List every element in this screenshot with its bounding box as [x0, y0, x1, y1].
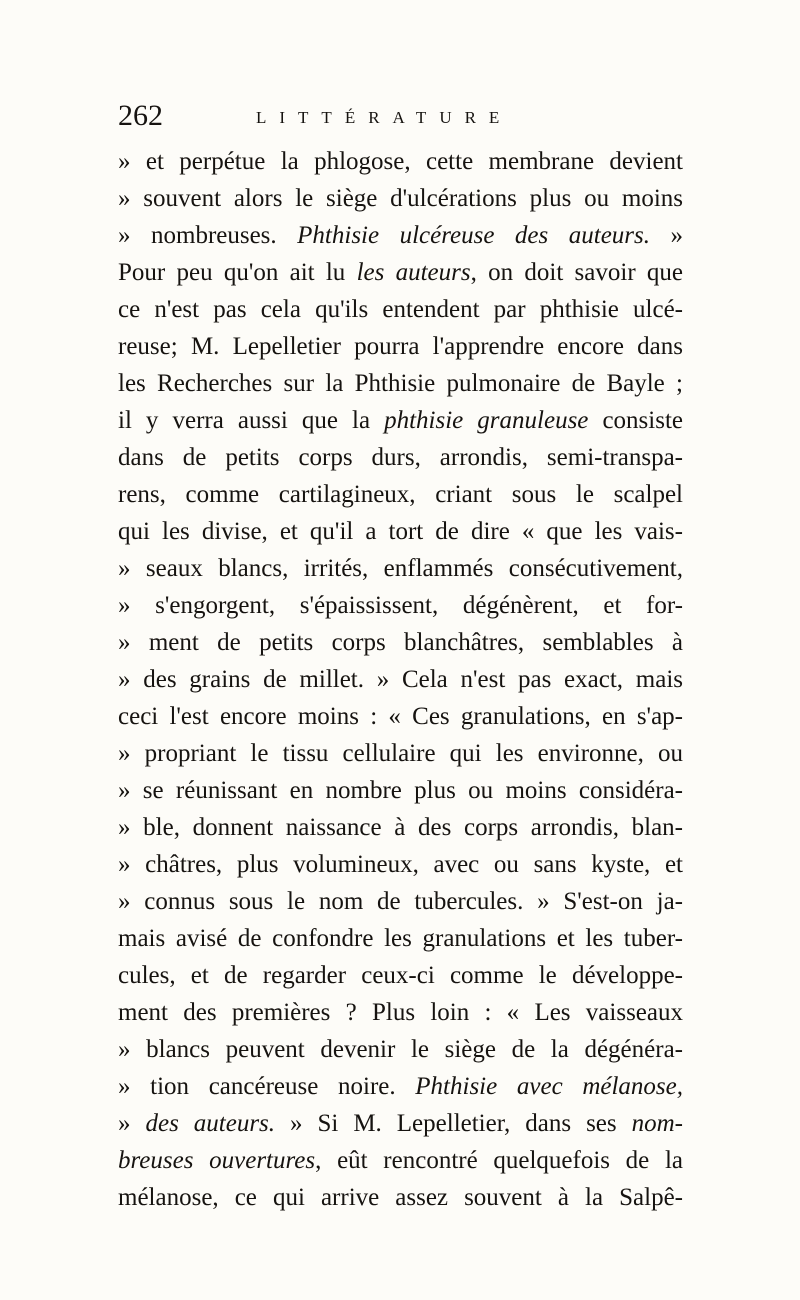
text-segment: ceci l'est encore moins : « Ces granulations, en s'ap- — [118, 703, 683, 730]
text-segment: » — [650, 222, 684, 249]
text-line — [118, 735, 683, 772]
text-segment: » ble, donnent naissance à des corps arrondis, blan- — [118, 814, 683, 841]
italic-text: breuses ouvertures — [118, 1147, 316, 1174]
text-line — [118, 1179, 683, 1216]
italic-text: nom- — [631, 1110, 684, 1137]
text-segment: » ment de petits corps blanchâtres, semblables à — [118, 629, 683, 656]
text-line — [118, 772, 683, 809]
text-segment: ment des premières ? Plus loin : « Les vaisseaux — [118, 999, 683, 1026]
text-segment: » souvent alors le siège d'ulcérations plus ou moins — [118, 185, 683, 212]
text-segment: il y verra aussi que la — [118, 407, 385, 434]
text-segment: mélanose, ce qui arrive assez souvent à la Salpê- — [118, 1184, 683, 1211]
text-line — [118, 1142, 683, 1179]
text-segment: cules, et de regarder ceux-ci comme le développe- — [118, 962, 683, 989]
text-line — [118, 402, 683, 439]
text-segment: reuse; M. Lepelletier pourra l'apprendre encore dans — [118, 333, 683, 360]
text-segment: » et perpétue la phlogose, cette membrane devient — [118, 148, 683, 175]
text-line — [118, 328, 683, 365]
page-number: 262 — [118, 99, 163, 132]
page-header — [118, 98, 688, 138]
italic-text: Phthisie ulcéreuse des auteurs. — [297, 222, 651, 249]
text-segment: qui les divise, et qu'il a tort de dire « que les vais- — [118, 518, 683, 545]
text-line — [118, 809, 683, 846]
text-line — [118, 476, 683, 513]
text-segment: » connus sous le nom de tubercules. » S'est-on ja- — [118, 888, 683, 915]
text-segment: » nombreuses. — [118, 222, 298, 249]
text-segment: » — [118, 1110, 146, 1137]
italic-text: Phthisie avec mélanose, — [415, 1073, 683, 1100]
text-line — [118, 1105, 683, 1142]
text-segment: » se réunissant en nombre plus ou moins considéra- — [118, 777, 683, 804]
text-line — [118, 698, 683, 735]
text-segment: dans de petits corps durs, arrondis, semi-transpa- — [118, 444, 683, 471]
text-line — [118, 1031, 683, 1068]
italic-text: phthisie granuleuse — [384, 407, 589, 434]
text-segment: mais avisé de confondre les granulations et les tuber- — [118, 925, 683, 952]
body-text — [118, 143, 683, 1216]
text-line — [118, 550, 683, 587]
text-segment: rens, comme cartilagineux, criant sous le scalpel — [118, 481, 683, 508]
text-segment: ce n'est pas cela qu'ils entendent par phthisie ulcé- — [118, 296, 683, 323]
text-segment: Pour peu qu'on ait lu — [118, 259, 357, 286]
text-segment: » propriant le tissu cellulaire qui les environne, ou — [118, 740, 683, 767]
text-line — [118, 920, 683, 957]
text-segment: les Recherches sur la Phthisie pulmonaire de Bayle ; — [118, 370, 683, 397]
text-line — [118, 846, 683, 883]
italic-text: des auteurs. — [145, 1110, 276, 1137]
text-line — [118, 439, 683, 476]
text-segment: » seaux blancs, irrités, enflammés consécutivement, — [118, 555, 683, 582]
text-line — [118, 365, 683, 402]
text-segment: » châtres, plus volumineux, avec ou sans kyste, et — [118, 851, 683, 878]
text-line — [118, 180, 683, 217]
text-line — [118, 217, 683, 254]
text-line — [118, 291, 683, 328]
text-segment: » Si M. Lepelletier, dans ses — [275, 1110, 632, 1137]
text-segment: » blancs peuvent devenir le siège de la dégénéra- — [118, 1036, 683, 1063]
text-segment: » tion cancéreuse noire. — [118, 1073, 416, 1100]
italic-text: les auteurs — [356, 259, 471, 286]
text-line — [118, 624, 683, 661]
text-line — [118, 254, 683, 291]
text-line — [118, 513, 683, 550]
running-title: LITTÉRATURE — [256, 108, 513, 127]
text-line — [118, 143, 683, 180]
text-segment: » s'engorgent, s'épaississent, dégénèrent, et for- — [118, 592, 683, 619]
text-segment: consiste — [588, 407, 684, 434]
text-line — [118, 883, 683, 920]
text-segment: , eût rencontré quelquefois de la — [315, 1147, 684, 1174]
text-segment: » des grains de millet. » Cela n'est pas exact, mais — [118, 666, 683, 693]
text-segment: , on doit savoir que — [470, 259, 684, 286]
text-line — [118, 957, 683, 994]
text-line — [118, 587, 683, 624]
text-line — [118, 661, 683, 698]
text-line — [118, 1068, 683, 1105]
text-line — [118, 994, 683, 1031]
